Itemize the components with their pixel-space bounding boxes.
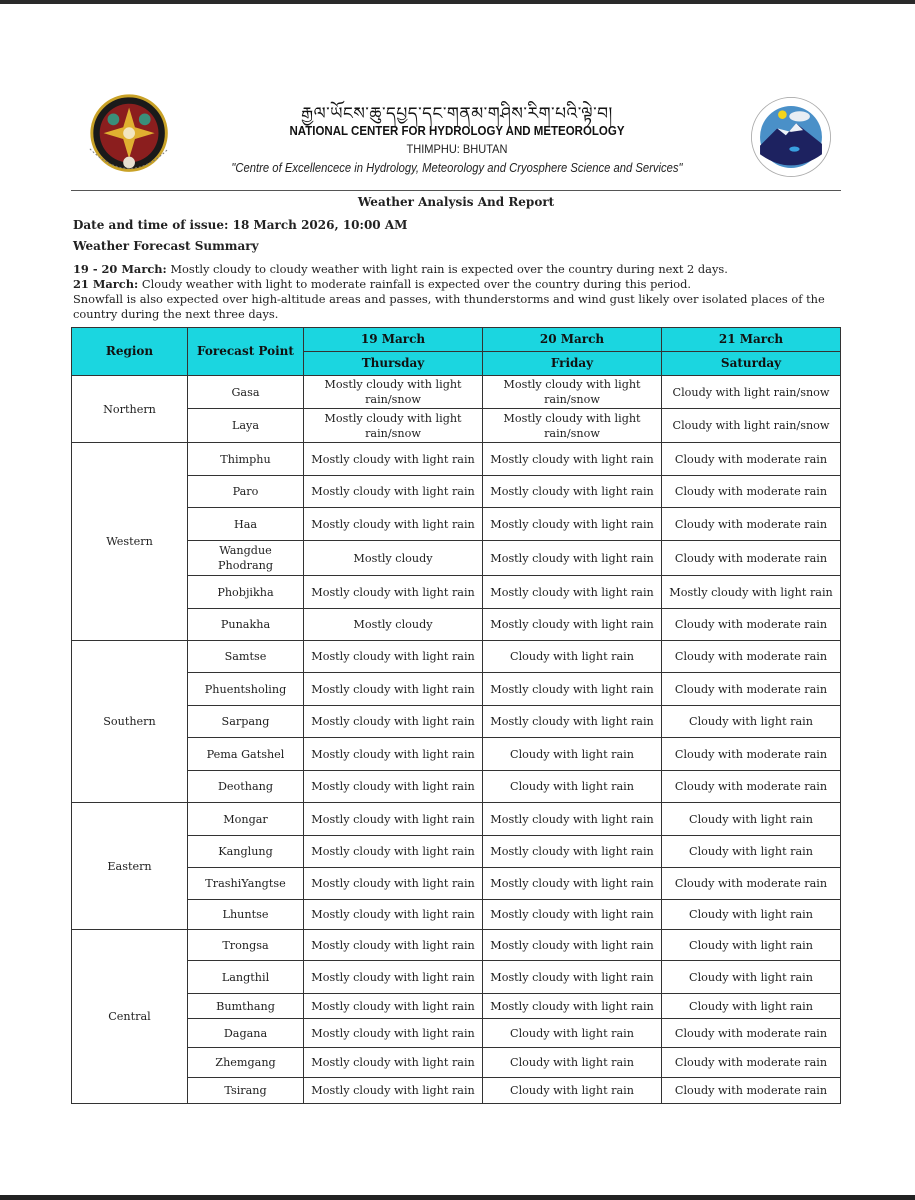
forecast-cell: Mostly cloudy	[304, 541, 483, 576]
table-row	[72, 961, 841, 994]
forecast-cell: Cloudy with moderate rain	[662, 443, 841, 476]
region-cell: Northern	[72, 376, 188, 443]
forecast-cell: Mostly cloudy with light rain	[304, 1078, 483, 1104]
forecast-cell: Cloudy with moderate rain	[662, 1078, 841, 1104]
forecast-cell: Mostly cloudy with light rain	[483, 706, 662, 738]
forecast-cell: Mostly cloudy with light rain	[304, 641, 483, 673]
table-row	[72, 706, 841, 738]
forecast-cell: Cloudy with moderate rain	[662, 1019, 841, 1048]
forecast-cell: Cloudy with light rain	[662, 900, 841, 930]
dzongkha-title: རྒྱལ་ཡོངས་ཆུ་དཔྱད་དང་གནམ་གཤིས་རིག་པའི་ལྟེ་བ།	[301, 104, 613, 124]
forecast-cell: Mostly cloudy with light rain	[304, 1048, 483, 1078]
table-row	[72, 836, 841, 868]
forecast-point-cell: Dagana	[188, 1019, 304, 1048]
table-row	[72, 376, 841, 409]
forecast-cell: Cloudy with light rain	[662, 803, 841, 836]
forecast-cell: Mostly cloudy with light rain	[304, 476, 483, 508]
table-row	[72, 994, 841, 1019]
forecast-cell: Cloudy with light rain	[662, 706, 841, 738]
forecast-cell: Mostly cloudy with light rain	[304, 738, 483, 771]
forecast-point-cell: TrashiYangtse	[188, 868, 304, 900]
organization-name: NATIONAL CENTER FOR HYDROLOGY AND METEOROLOGY	[289, 124, 625, 138]
forecast-cell: Mostly cloudy with light rain	[483, 673, 662, 706]
table-row	[72, 673, 841, 706]
forecast-cell: Mostly cloudy with light rain/snow	[483, 409, 662, 443]
forecast-cell: Mostly cloudy	[304, 609, 483, 641]
table-row	[72, 803, 841, 836]
forecast-table	[71, 327, 841, 1104]
forecast-cell: Mostly cloudy with light rain	[304, 771, 483, 803]
forecast-cell: Cloudy with light rain	[483, 1048, 662, 1078]
forecast-cell: Cloudy with light rain	[662, 961, 841, 994]
viewer-bottom-bar	[0, 1195, 915, 1200]
forecast-point-cell: Lhuntse	[188, 900, 304, 930]
region-cell: Eastern	[72, 803, 188, 930]
column-header-date: 19 March	[304, 328, 483, 352]
forecast-cell: Mostly cloudy with light rain	[483, 900, 662, 930]
table-row	[72, 609, 841, 641]
forecast-cell: Mostly cloudy with light rain	[304, 994, 483, 1019]
table-row	[72, 508, 841, 541]
forecast-cell: Mostly cloudy with light rain	[483, 961, 662, 994]
column-header-forecast-point: Forecast Point	[188, 328, 304, 376]
table-row	[72, 641, 841, 673]
forecast-cell: Mostly cloudy with light rain	[483, 994, 662, 1019]
forecast-cell: Cloudy with moderate rain	[662, 609, 841, 641]
region-cell: Western	[72, 443, 188, 641]
forecast-point-cell: Punakha	[188, 609, 304, 641]
forecast-cell: Cloudy with light rain	[662, 836, 841, 868]
forecast-cell: Mostly cloudy with light rain	[304, 1019, 483, 1048]
forecast-cell: Mostly cloudy with light rain	[304, 443, 483, 476]
report-title: Weather Analysis And Report	[357, 195, 555, 209]
forecast-cell: Mostly cloudy with light rain	[304, 673, 483, 706]
table-row	[72, 738, 841, 771]
forecast-cell: Mostly cloudy with light rain	[304, 803, 483, 836]
forecast-cell: Mostly cloudy with light rain	[304, 576, 483, 609]
table-row	[72, 1078, 841, 1104]
table-row	[72, 771, 841, 803]
forecast-point-cell: Trongsa	[188, 930, 304, 961]
forecast-point-cell: Bumthang	[188, 994, 304, 1019]
forecast-cell: Cloudy with moderate rain	[662, 771, 841, 803]
column-header-date: 20 March	[483, 328, 662, 352]
forecast-cell: Mostly cloudy with light rain	[483, 541, 662, 576]
forecast-cell: Cloudy with light rain	[483, 641, 662, 673]
forecast-cell: Mostly cloudy with light rain	[483, 443, 662, 476]
region-cell: Central	[72, 930, 188, 1104]
forecast-point-cell: Deothang	[188, 771, 304, 803]
forecast-cell: Cloudy with moderate rain	[662, 673, 841, 706]
forecast-cell: Mostly cloudy with light rain	[483, 476, 662, 508]
forecast-cell: Cloudy with moderate rain	[662, 868, 841, 900]
summary-line: 21 March: Cloudy weather with light to moderate rainfall is expected over the country during this period.	[73, 277, 692, 291]
forecast-point-cell: Zhemgang	[188, 1048, 304, 1078]
forecast-cell: Cloudy with moderate rain	[662, 476, 841, 508]
summary-line: Snowfall is also expected over high-altitude areas and passes, with thunderstorms and wind gust likely over isolated places of the country during the next three days.	[73, 292, 825, 321]
forecast-cell: Mostly cloudy with light rain	[304, 930, 483, 961]
table-row	[72, 930, 841, 961]
forecast-cell: Mostly cloudy with light rain	[483, 508, 662, 541]
forecast-point-cell: Haa	[188, 508, 304, 541]
forecast-cell: Mostly cloudy with light rain	[483, 868, 662, 900]
forecast-cell: Cloudy with light rain	[483, 738, 662, 771]
forecast-point-cell: Samtse	[188, 641, 304, 673]
forecast-cell: Cloudy with moderate rain	[662, 1048, 841, 1078]
summary-line: 19 - 20 March: Mostly cloudy to cloudy weather with light rain is expected over the country during next 2 days.	[73, 262, 728, 276]
forecast-point-cell: Laya	[188, 409, 304, 443]
letterhead	[72, 88, 842, 192]
column-header-weekday: Thursday	[304, 352, 483, 376]
forecast-cell: Cloudy with light rain/snow	[662, 409, 841, 443]
forecast-point-cell: Phobjikha	[188, 576, 304, 609]
forecast-cell: Cloudy with light rain	[483, 1019, 662, 1048]
forecast-point-cell: Kanglung	[188, 836, 304, 868]
forecast-point-cell: Pema Gatshel	[188, 738, 304, 771]
forecast-point-cell: Wangdue Phodrang	[188, 541, 304, 576]
table-row	[72, 868, 841, 900]
forecast-cell: Cloudy with light rain	[662, 930, 841, 961]
column-header-weekday: Friday	[483, 352, 662, 376]
forecast-cell: Mostly cloudy with light rain/snow	[483, 376, 662, 409]
forecast-cell: Cloudy with moderate rain	[662, 541, 841, 576]
table-row	[72, 576, 841, 609]
forecast-point-cell: Langthil	[188, 961, 304, 994]
column-header-weekday: Saturday	[662, 352, 841, 376]
forecast-cell: Mostly cloudy with light rain/snow	[304, 376, 483, 409]
forecast-cell: Cloudy with moderate rain	[662, 738, 841, 771]
forecast-point-cell: Paro	[188, 476, 304, 508]
forecast-cell: Mostly cloudy with light rain	[483, 609, 662, 641]
forecast-cell: Cloudy with moderate rain	[662, 508, 841, 541]
viewer-top-bar	[0, 0, 915, 4]
forecast-cell: Cloudy with moderate rain	[662, 641, 841, 673]
forecast-point-cell: Gasa	[188, 376, 304, 409]
forecast-cell: Mostly cloudy with light rain	[483, 930, 662, 961]
forecast-cell: Mostly cloudy with light rain	[304, 868, 483, 900]
forecast-cell: Cloudy with light rain	[483, 771, 662, 803]
table-row	[72, 443, 841, 476]
issue-datetime: Date and time of issue: 18 March 2026, 10:00 AM	[73, 218, 408, 232]
column-header-region: Region	[72, 328, 188, 376]
forecast-cell: Mostly cloudy with light rain	[304, 836, 483, 868]
table-row	[72, 541, 841, 576]
forecast-cell: Cloudy with light rain	[662, 994, 841, 1019]
summary-heading: Weather Forecast Summary	[73, 239, 259, 253]
nchm-logo-icon	[748, 94, 834, 180]
forecast-cell: Mostly cloudy with light rain	[304, 900, 483, 930]
forecast-cell: Mostly cloudy with light rain	[483, 836, 662, 868]
table-row	[72, 1048, 841, 1078]
forecast-point-cell: Sarpang	[188, 706, 304, 738]
header-divider	[71, 190, 841, 191]
column-header-date: 21 March	[662, 328, 841, 352]
forecast-cell: Cloudy with light rain/snow	[662, 376, 841, 409]
organization-location: THIMPHU: BHUTAN	[406, 142, 508, 156]
forecast-summary	[73, 262, 843, 322]
forecast-point-cell: Phuentsholing	[188, 673, 304, 706]
organization-motto: "Centre of Excellencece in Hydrology, Meteorology and Cryosphere Science and Services"	[231, 161, 683, 175]
forecast-point-cell: Thimphu	[188, 443, 304, 476]
forecast-cell: Mostly cloudy with light rain	[483, 803, 662, 836]
table-row	[72, 900, 841, 930]
forecast-cell: Mostly cloudy with light rain	[662, 576, 841, 609]
forecast-point-cell: Tsirang	[188, 1078, 304, 1104]
forecast-cell: Mostly cloudy with light rain	[483, 576, 662, 609]
forecast-cell: Mostly cloudy with light rain	[304, 706, 483, 738]
forecast-point-cell: Mongar	[188, 803, 304, 836]
forecast-cell: Mostly cloudy with light rain/snow	[304, 409, 483, 443]
forecast-cell: Cloudy with light rain	[483, 1078, 662, 1104]
region-cell: Southern	[72, 641, 188, 803]
forecast-cell: Mostly cloudy with light rain	[304, 961, 483, 994]
table-row	[72, 476, 841, 508]
forecast-cell: Mostly cloudy with light rain	[304, 508, 483, 541]
table-row	[72, 1019, 841, 1048]
table-row	[72, 409, 841, 443]
